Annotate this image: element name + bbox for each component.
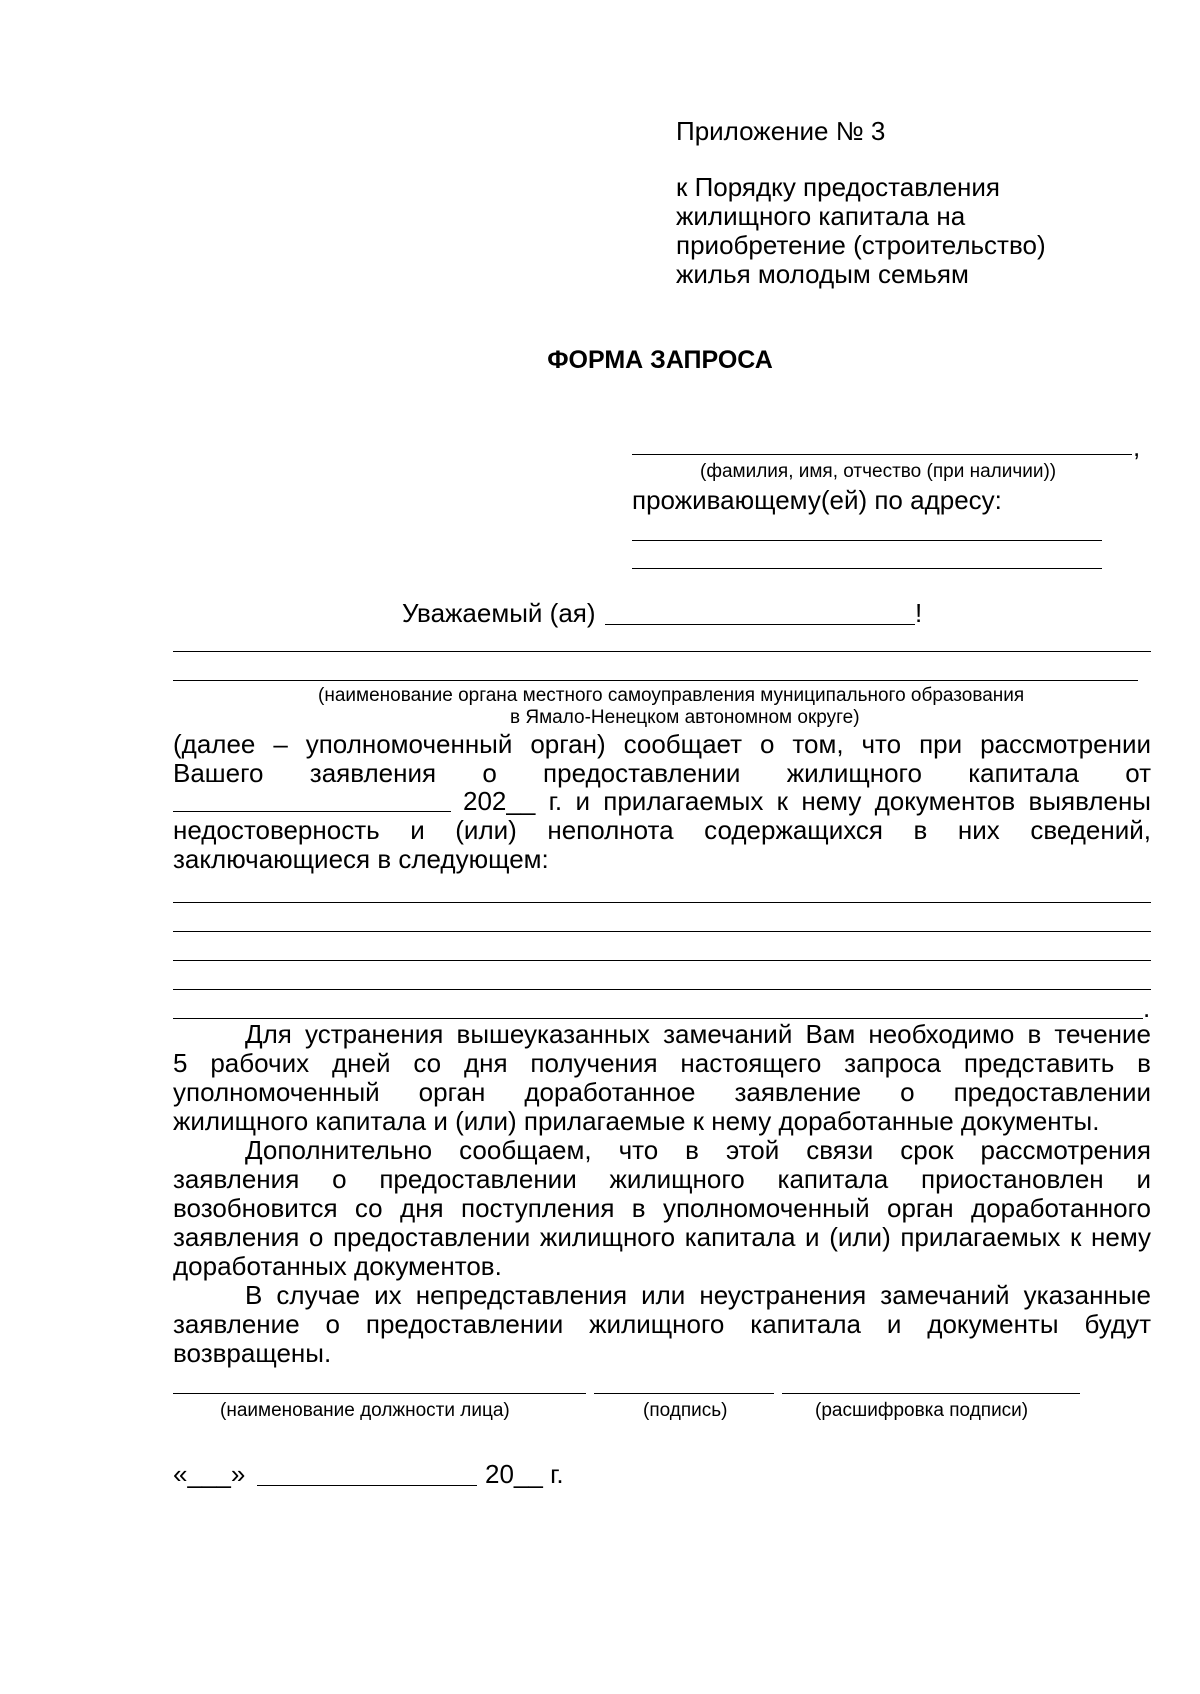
position-line — [173, 1393, 586, 1394]
decode-hint: (расшифровка подписи) — [815, 1400, 1029, 1421]
detail-period: . — [1143, 993, 1151, 1023]
appendix-ref-line: к Порядку предоставления — [676, 172, 1000, 202]
authority-hint: (наименование органа местного самоуправления муниципального образования — [318, 685, 1025, 706]
intro-line: заключающиеся в следующем: — [173, 844, 549, 874]
para1-line: жилищного капитала и (или) прилагаемые к нему доработанные документы. — [173, 1106, 1100, 1136]
intro-line: 202__ г. и прилагаемых к нему документов выявлены — [463, 786, 1151, 816]
detail-line — [173, 960, 1151, 961]
greeting-prefix: Уважаемый (ая) — [402, 598, 596, 628]
name-hint: (фамилия, имя, отчество (при наличии)) — [700, 461, 1057, 482]
appendix-ref-line: жилья молодым семьям — [676, 259, 969, 289]
position-hint: (наименование должности лица) — [220, 1400, 510, 1421]
authority-line — [173, 680, 1138, 681]
para3-line: В случае их непредставления или неустранения замечаний указанные — [245, 1280, 1151, 1310]
para1-line: Для устранения вышеуказанных замечаний Вам необходимо в течение — [245, 1019, 1151, 1049]
greeting-name-line — [605, 624, 915, 625]
form-title: ФОРМА ЗАПРОСА — [547, 346, 773, 374]
authority-line — [173, 651, 1151, 652]
para2-line: доработанных документов. — [173, 1251, 502, 1281]
appendix-ref-line: приобретение (строительство) — [676, 230, 1046, 260]
intro-line: (далее – уполномоченный орган) сообщает о том, что при рассмотрении — [173, 729, 1151, 759]
date-blank-line — [173, 811, 451, 812]
date-year: 20__ г. — [485, 1459, 564, 1489]
date-day: «___» — [173, 1459, 246, 1489]
intro-line: Вашего заявления о предоставлении жилищного капитала от — [173, 758, 1151, 788]
para3-line: возвращены. — [173, 1338, 332, 1368]
para2-line: заявления о предоставлении жилищного капитала и (или) прилагаемых к нему — [173, 1222, 1151, 1252]
detail-line — [173, 931, 1151, 932]
name-comma: , — [1133, 432, 1141, 462]
name-line — [632, 454, 1132, 455]
para1-line: уполномоченный орган доработанное заявление о предоставлении — [173, 1077, 1151, 1107]
para2-line: заявления о предоставлении жилищного капитала приостановлен и — [173, 1164, 1151, 1194]
appendix-number: Приложение № 3 — [676, 116, 886, 146]
para2-line: возобновится со дня поступления в уполномоченный орган доработанного — [173, 1193, 1151, 1223]
para1-line: 5 рабочих дней со дня получения настоящего запроса представить в — [173, 1048, 1151, 1078]
appendix-ref-line: жилищного капитала на — [676, 201, 966, 231]
signature-line — [594, 1393, 774, 1394]
para3-line: заявление о предоставлении жилищного капитала и документы будут — [173, 1309, 1151, 1339]
date-month-line — [257, 1485, 477, 1486]
address-line — [632, 540, 1102, 541]
address-label: проживающему(ей) по адресу: — [632, 485, 1002, 515]
intro-line: недостоверность и (или) неполнота содержащихся в них сведений, — [173, 815, 1151, 845]
para2-line: Дополнительно сообщаем, что в этой связи срок рассмотрения — [245, 1135, 1151, 1165]
signature-hint: (подпись) — [643, 1400, 728, 1421]
detail-line — [173, 989, 1151, 990]
authority-hint: в Ямало-Ненецком автономном округе) — [510, 707, 860, 728]
address-line — [632, 568, 1102, 569]
detail-line — [173, 902, 1151, 903]
decode-line — [782, 1393, 1080, 1394]
greeting-suffix: ! — [915, 598, 923, 628]
